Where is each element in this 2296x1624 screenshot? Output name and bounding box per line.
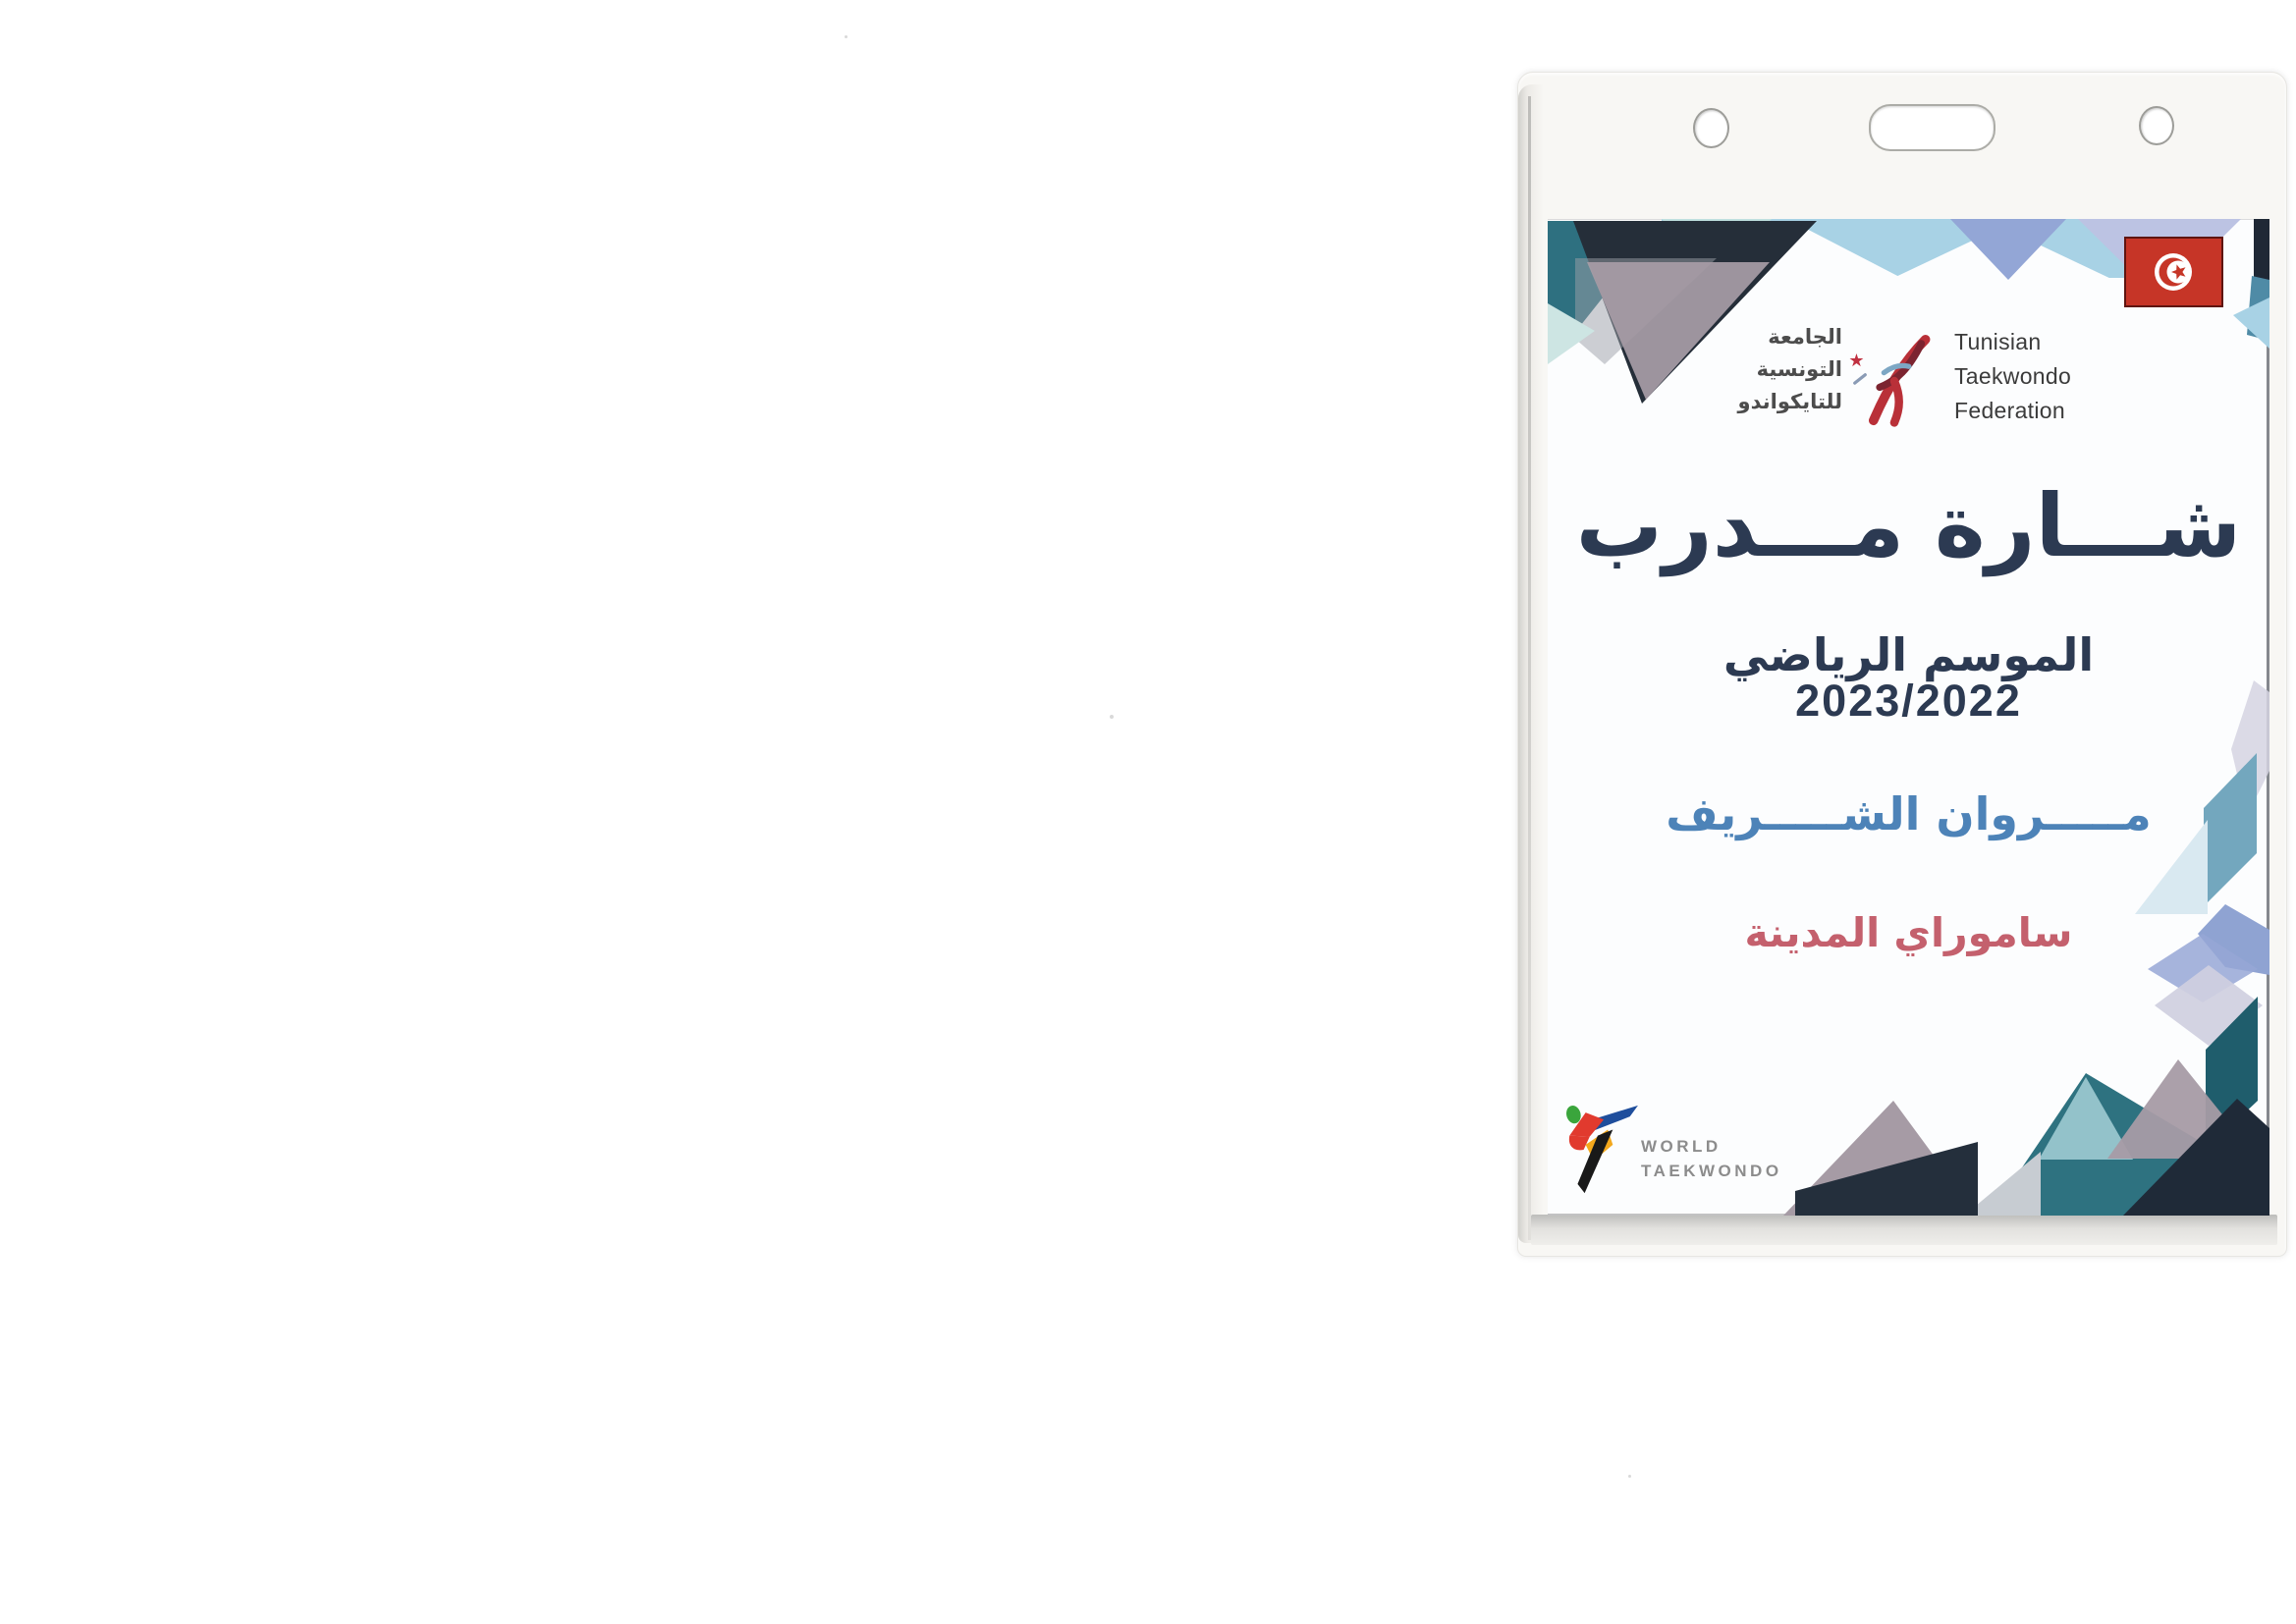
scan-speck [1628,1475,1631,1478]
federation-english-line: Federation [1954,398,2065,423]
tunisia-flag [2124,237,2223,307]
badge-card [1548,219,2269,1216]
badge-holder [1517,72,2287,1257]
svg-text:★: ★ [1848,351,1865,372]
scan-speck [1110,715,1114,719]
federation-name-english [1954,325,2071,428]
club-name-arabic: ساموراي المدينة [1744,909,2073,956]
federation-name-arabic [1715,321,1842,418]
holder-left-fold [1518,84,1544,1243]
world-taekwondo-line: WORLD [1641,1137,1722,1156]
scan-speck [845,35,847,38]
world-taekwondo-wordmark [1641,1134,1782,1183]
lanyard-hole-left [1693,108,1729,148]
world-taekwondo-logo-icon [1559,1099,1640,1201]
federation-arabic-line: التونسية [1756,357,1842,381]
coach-name-arabic: مـــــروان الشـــــريف [1666,787,2152,840]
world-taekwondo-line: TAEKWONDO [1641,1162,1782,1180]
tunisian-taekwondo-federation-logo-icon [1848,327,1942,433]
lanyard-slot [1869,104,1995,151]
holder-bottom-lip [1531,1215,2277,1245]
season-years: 2023/2022 [1795,676,2022,726]
federation-english-line: Taekwondo [1954,363,2072,389]
holder-left-fold-line [1528,96,1531,1240]
badge-title-arabic: شـــارة مـــدرب [1575,475,2242,576]
federation-arabic-line: الجامعة [1768,325,1842,349]
federation-arabic-line: للتايكواندو [1737,390,1842,413]
badge-subtitle-arabic: الموسم الرياضي [1722,628,2095,681]
federation-english-line: Tunisian [1954,329,2042,354]
lanyard-hole-right [2139,106,2174,145]
